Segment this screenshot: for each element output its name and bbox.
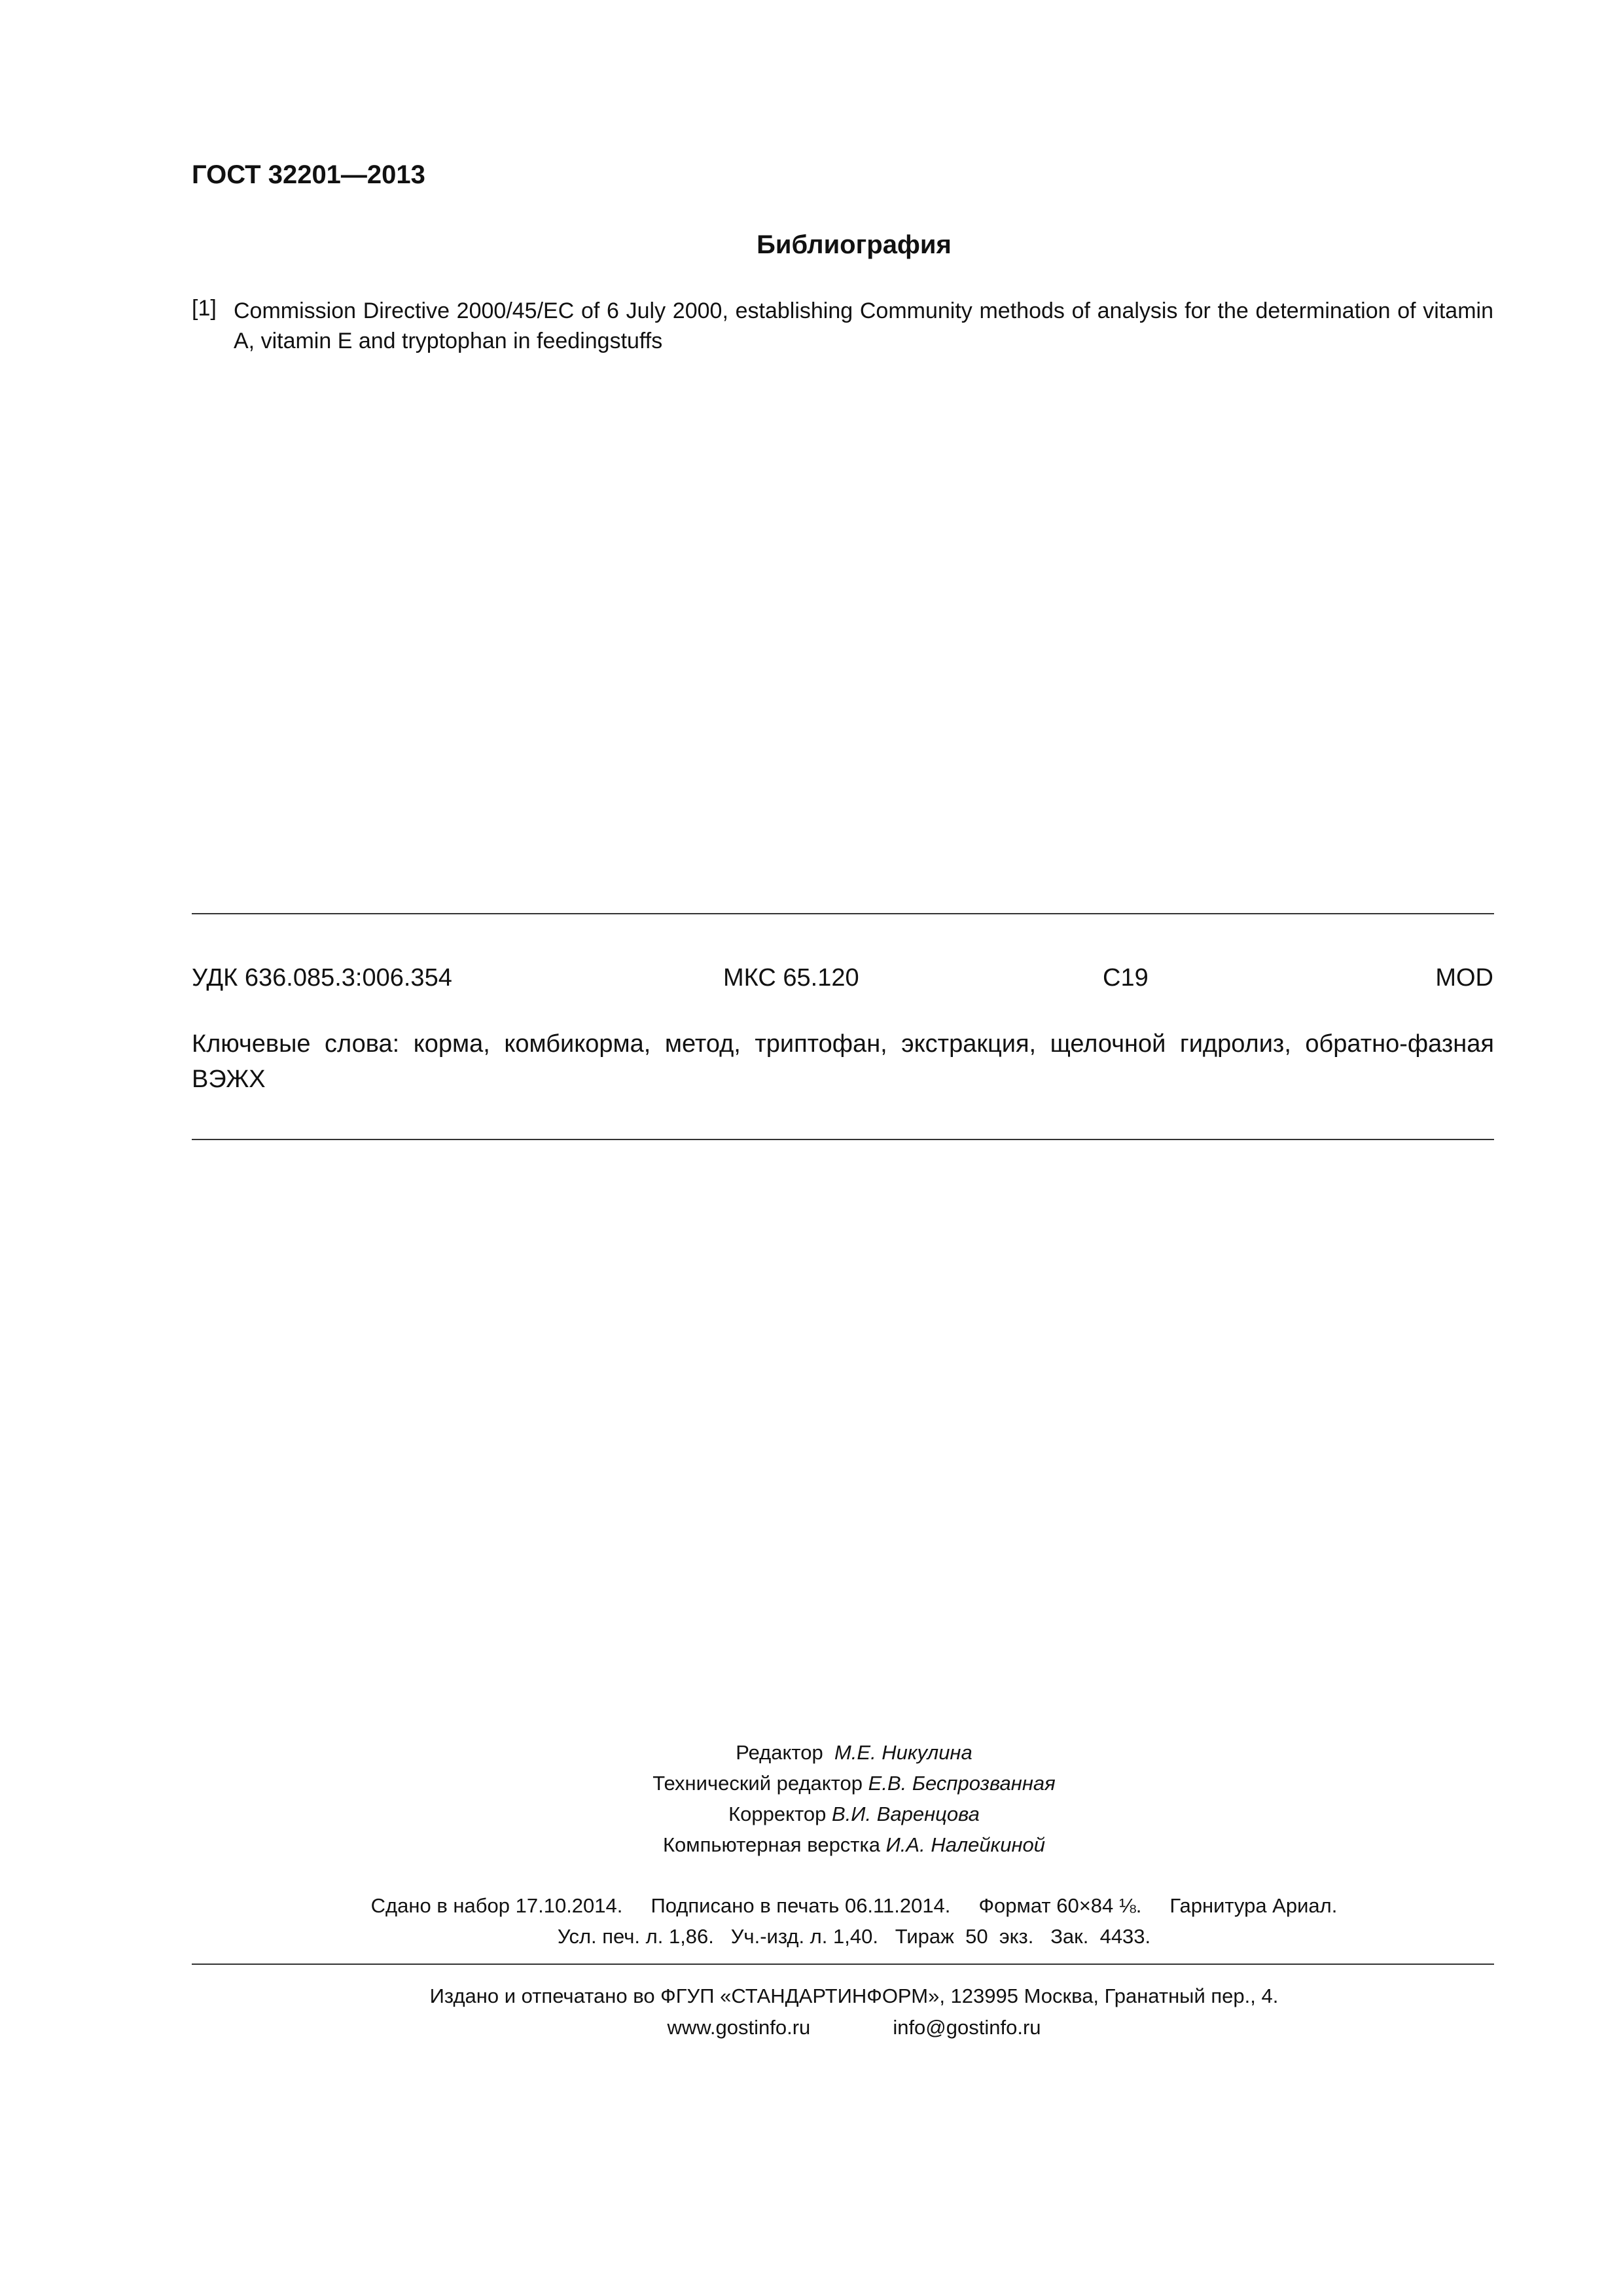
keywords: Ключевые слова: корма, комбикорма, метод, триптофан, экстракция, щелочной гидролиз, обратно-фазная ВЭЖХ [192,1030,1494,1093]
credit-role: Корректор [728,1803,827,1825]
publisher-line: Издано и отпечатано во ФГУП «СТАНДАРТИНФОРМ», 123995 Москва, Гранатный пер., 4. [429,1984,1279,2007]
reference-number: [1] [192,296,217,321]
publisher-contacts [0,2016,1623,2039]
mks-code: МКС 65.120 [723,964,859,992]
credit-editor [0,1741,1623,1765]
credit-name: М.Е. Никулина [834,1741,972,1764]
modification-mark: MOD [1435,964,1493,992]
divider-bottom [192,1964,1494,1965]
document-code: ГОСТ 32201—2013 [192,160,425,189]
credit-proofreader [0,1803,1623,1826]
divider-middle [192,1139,1494,1140]
reference-text: Commission Directive 2000/45/EC of 6 July 2000, establishing Community methods of analysis for the determination of vitamin A, vitamin E and tryptophan in feedingstuffs [234,298,1493,353]
publisher-website[interactable]: www.gostinfo.ru [667,2016,811,2039]
udk-code: УДК 636.085.3:006.354 [192,964,452,992]
credit-role: Компьютерная верстка [663,1833,880,1856]
credit-tech-editor [0,1772,1623,1795]
credit-name: В.И. Варенцова [832,1803,980,1825]
credit-name: И.А. Налейкиной [885,1833,1045,1856]
divider-top [192,913,1494,914]
print-info-line2: Усл. печ. л. 1,86. Уч.-изд. л. 1,40. Тираж 50 экз. Зак. 4433. [557,1925,1151,1948]
credit-name: Е.В. Беспрозванная [868,1772,1056,1795]
credit-role: Редактор [736,1741,823,1764]
print-info-line1: Сдано в набор 17.10.2014. Подписано в печать 06.11.2014. Формат 60×84 ⅛. Гарнитура Ариал. [370,1894,1338,1917]
oks-code: С19 [1103,964,1149,992]
credit-layout [0,1833,1623,1857]
publisher-email[interactable]: info@gostinfo.ru [893,2016,1041,2039]
bibliography-title: Библиография [757,230,952,259]
credit-role: Технический редактор [652,1772,863,1795]
